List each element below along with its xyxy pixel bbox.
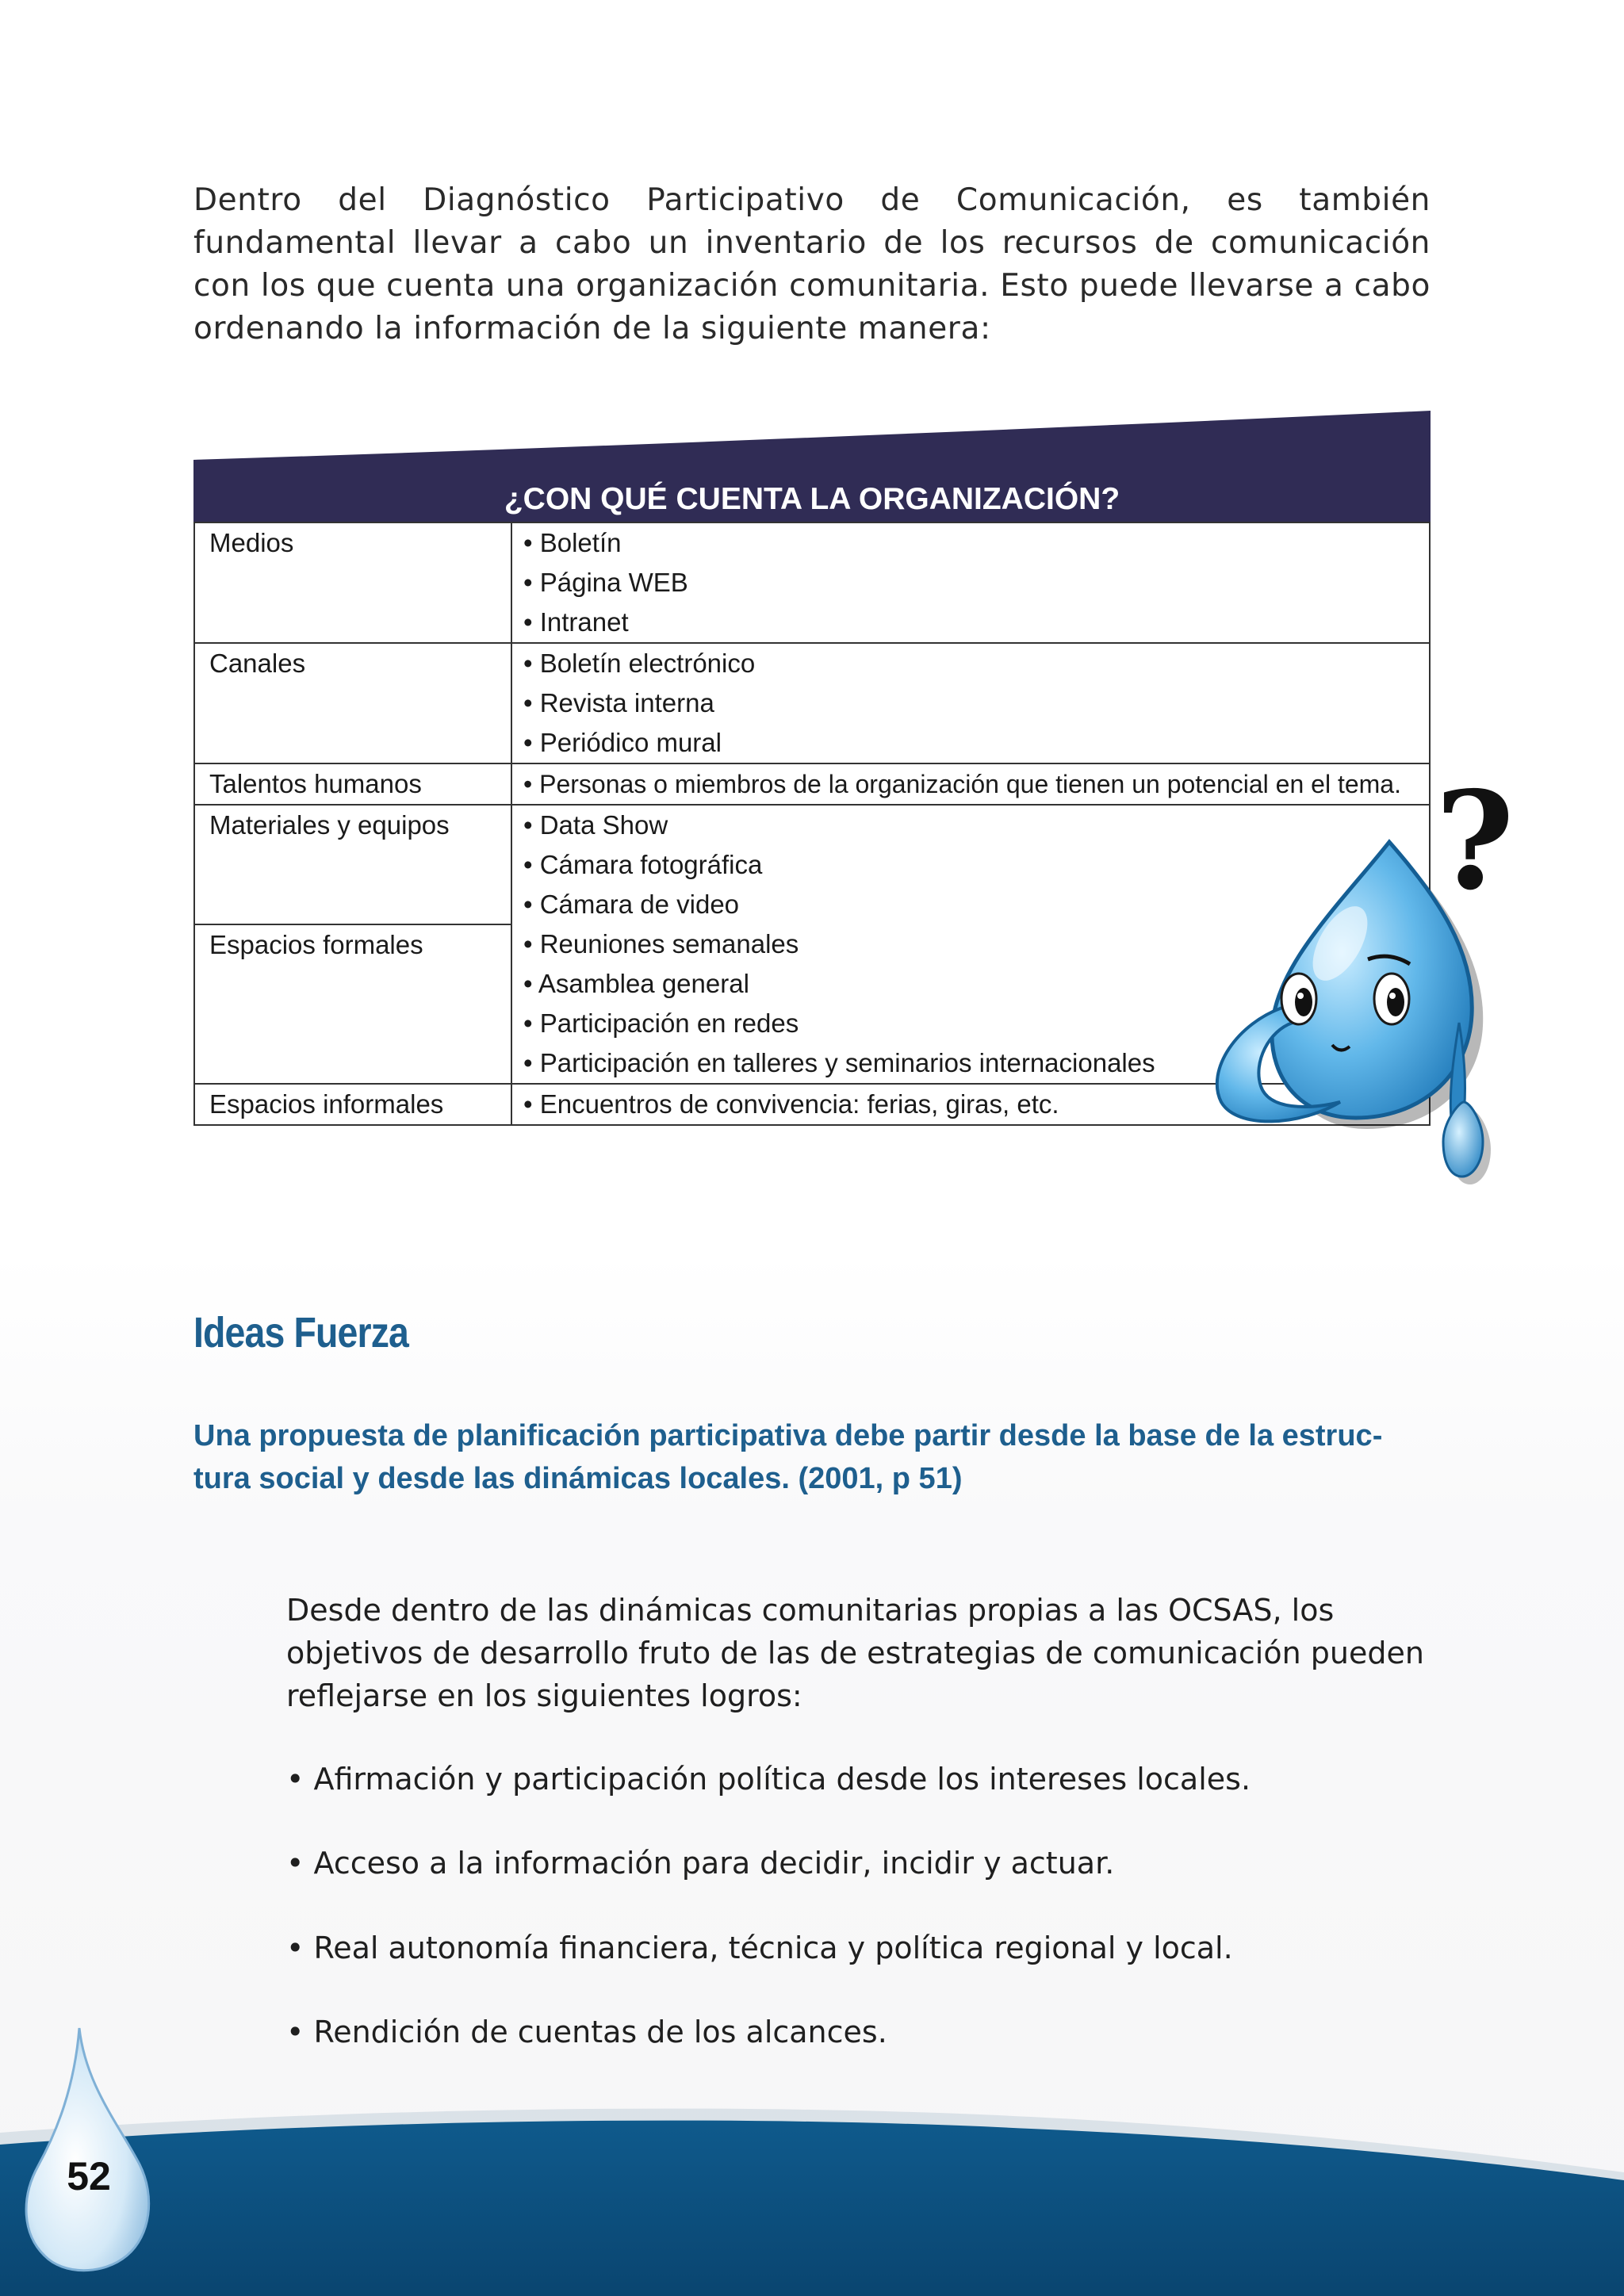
list-item: • Cámara fotográfica — [523, 850, 763, 879]
achievement-item: • Acceso a la información para decidir, incidir y actuar. — [286, 1846, 1115, 1881]
table-row-canales — [194, 643, 1430, 763]
list-item: • Cámara de video — [523, 890, 740, 919]
footer-wave — [0, 2014, 1624, 2296]
row-items — [511, 522, 1430, 643]
list-item: • Participación en talleres y seminarios internacionales — [523, 1048, 1155, 1077]
list-item: • Intranet — [523, 607, 629, 637]
list-item: • Encuentros de convivencia: ferias, giras, etc. — [523, 1089, 1059, 1119]
list-item: • Boletín electrónico — [523, 649, 756, 678]
highlight-quote: Una propuesta de planificación participativa debe partir desde la base de la estruc- tura social y desde las dinámicas locales. (2001, p 51) — [193, 1419, 1383, 1495]
row-category: Medios — [194, 522, 511, 643]
row-category: Talentos humanos — [194, 763, 511, 805]
achievement-item: • Rendición de cuentas de los alcances. — [286, 2015, 887, 2049]
row-items — [511, 643, 1430, 763]
list-item: • Reuniones semanales — [523, 929, 799, 959]
row-category: Espacios formales — [194, 924, 511, 1084]
row-category: Materiales y equipos — [194, 805, 511, 924]
list-item: • Revista interna — [523, 688, 714, 718]
list-item: • Página WEB — [523, 568, 688, 597]
section-title: Ideas Fuerza — [193, 1309, 409, 1357]
row-category: Espacios informales — [194, 1084, 511, 1125]
list-item: • Personas o miembros de la organización que tienen un potencial en el tema. — [523, 770, 1401, 798]
water-drop-mascot — [1205, 769, 1538, 1213]
achievement-item: • Real autonomía financiera, técnica y política regional y local. — [286, 1931, 1233, 1965]
list-item: • Data Show — [523, 810, 668, 840]
achievement-item: • Afirmación y participación política desde los intereses locales. — [286, 1762, 1251, 1797]
row-category: Canales — [194, 643, 511, 763]
intro-paragraph: Dentro del Diagnóstico Participativo de Comunicación, es también fundamental llevar a cabo un inventario de los recursos de comunicación con los que cuenta una organización comunitaria. Esto puede llevarse a cabo ordenando la información de la siguiente manera: — [193, 182, 1431, 346]
list-item: • Participación en redes — [523, 1008, 799, 1038]
list-item: • Periódico mural — [523, 728, 722, 757]
table-title: ¿CON QUÉ CUENTA LA ORGANIZACIÓN? — [504, 482, 1120, 516]
table-row-medios — [194, 522, 1430, 643]
body-paragraph: Desde dentro de las dinámicas comunitarias propias a las OCSAS, los objetivos de desarrollo fruto de las de estrategias de comunicación pueden reflejarse en los siguientes logros: — [286, 1593, 1424, 1713]
question-mark-icon: ? — [1435, 769, 1515, 920]
list-item: • Asamblea general — [523, 969, 749, 998]
list-item: • Boletín — [523, 528, 622, 557]
page-number: 52 — [67, 2154, 111, 2198]
